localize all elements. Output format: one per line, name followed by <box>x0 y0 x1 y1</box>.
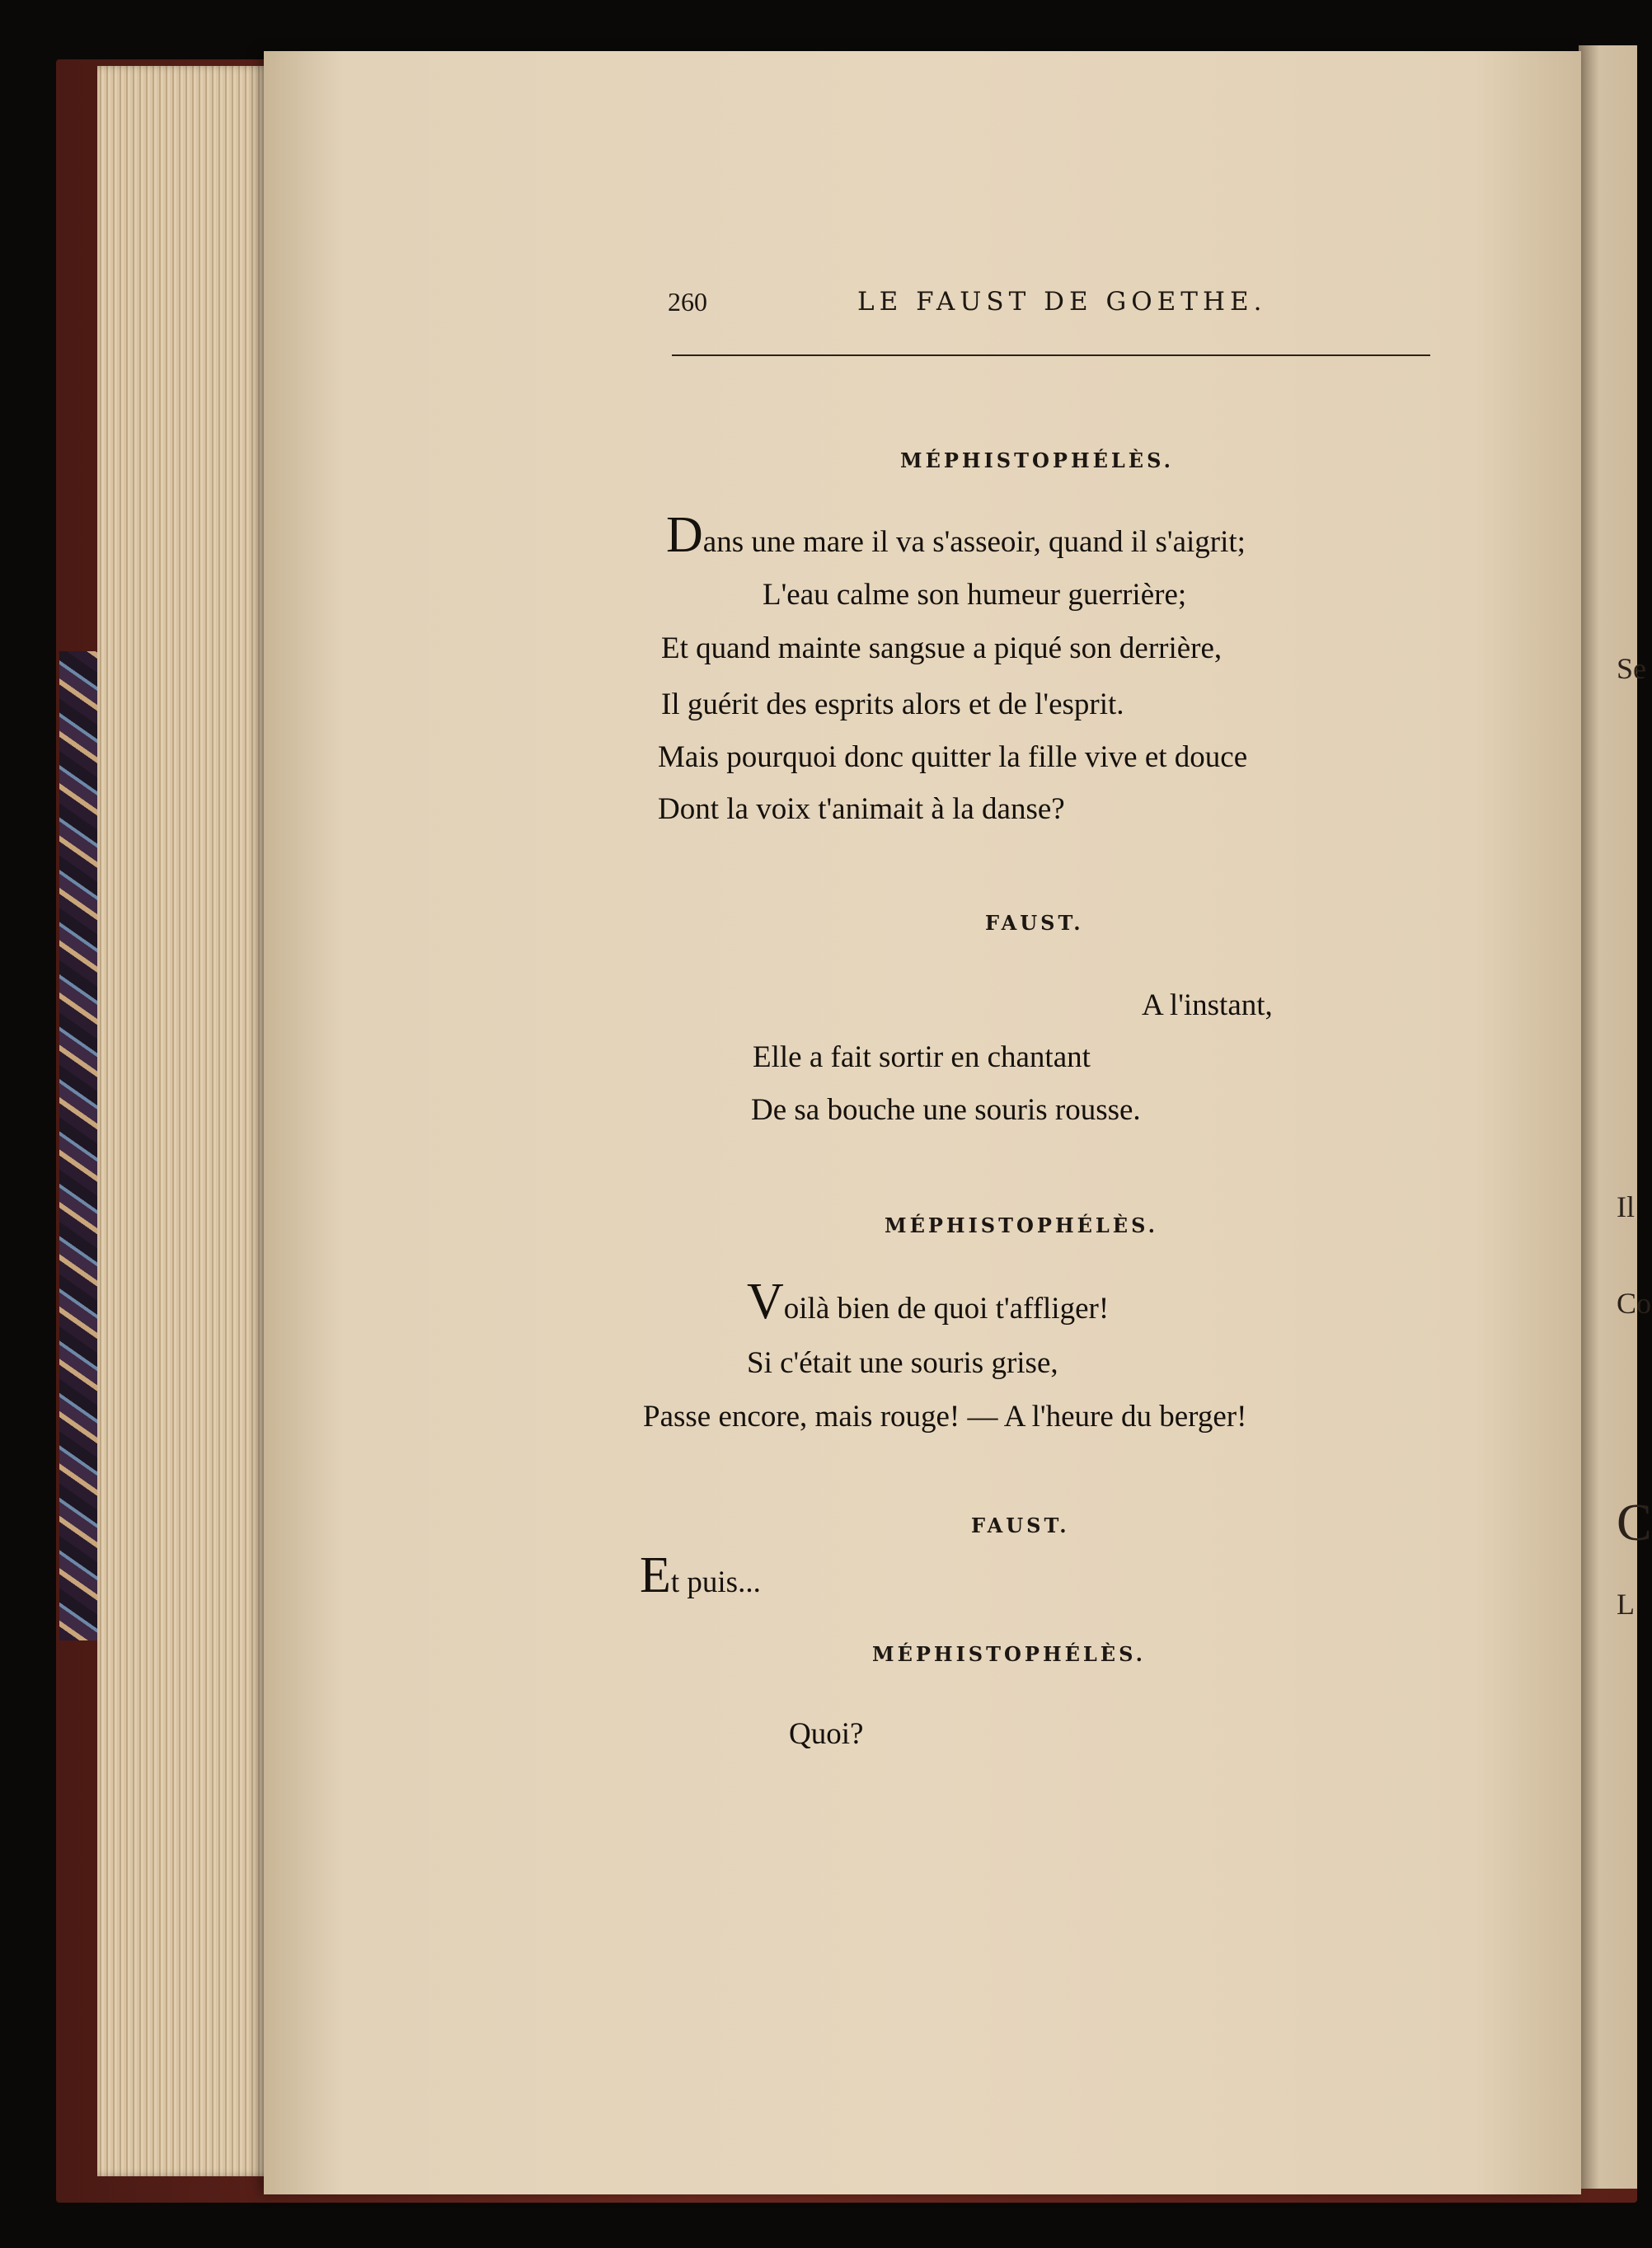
drop-cap: V <box>747 1274 784 1330</box>
verse-line <box>747 1274 1110 1330</box>
verse-line: Passe encore, mais rouge! — A l'heure du berger! <box>643 1400 1247 1434</box>
drop-cap: D <box>666 507 703 563</box>
page-number: 260 <box>668 287 707 317</box>
speaker-label: MÉPHISTOPHÉLÈS. <box>900 448 1174 472</box>
verse-line: Dont la voix t'animait à la danse? <box>658 792 1065 826</box>
verse-line: Et quand mainte sangsue a piqué son derrière, <box>661 631 1223 665</box>
verse-line: L'eau calme son humeur guerrière; <box>763 578 1187 612</box>
verse-line-text: t puis... <box>670 1565 761 1599</box>
facing-page-fragment: L <box>1617 1588 1635 1621</box>
facing-page-fragment: Il <box>1617 1190 1635 1223</box>
facing-page-fragment: C <box>1617 1493 1652 1551</box>
running-head <box>668 287 1428 326</box>
page-edges <box>97 66 270 2176</box>
facing-page-fragment: Se <box>1617 652 1646 685</box>
verse-line: Il guérit des esprits alors et de l'esprit. <box>661 688 1124 721</box>
verse-line: Mais pourquoi donc quitter la fille vive et douce <box>658 740 1248 774</box>
speaker-label: FAUST. <box>985 911 1084 935</box>
speaker-label: MÉPHISTOPHÉLÈS. <box>885 1213 1158 1237</box>
speaker-label: MÉPHISTOPHÉLÈS. <box>872 1642 1146 1666</box>
drop-cap: E <box>640 1547 671 1603</box>
running-title: LE FAUST DE GOETHE. <box>857 287 1267 317</box>
header-rule <box>672 354 1430 356</box>
verse-line-text: ans une mare il va s'asseoir, quand il s'aigrit; <box>702 525 1246 559</box>
verse-line <box>640 1547 761 1603</box>
facing-page-edge <box>1579 45 1652 2189</box>
verse-line <box>666 509 1246 561</box>
verse-line: De sa bouche une souris rousse. <box>751 1093 1141 1127</box>
facing-page-fragment: Co <box>1617 1287 1652 1320</box>
verse-line: Elle a fait sortir en chantant <box>753 1040 1091 1074</box>
verse-line: Si c'était une souris grise, <box>747 1346 1058 1380</box>
speaker-label: FAUST. <box>971 1514 1070 1537</box>
verse-line: A l'instant, <box>1142 988 1273 1022</box>
verse-line: Quoi? <box>789 1717 864 1751</box>
marbled-endpaper <box>59 651 102 1640</box>
verse-line-text: oilà bien de quoi t'affliger! <box>783 1292 1110 1326</box>
